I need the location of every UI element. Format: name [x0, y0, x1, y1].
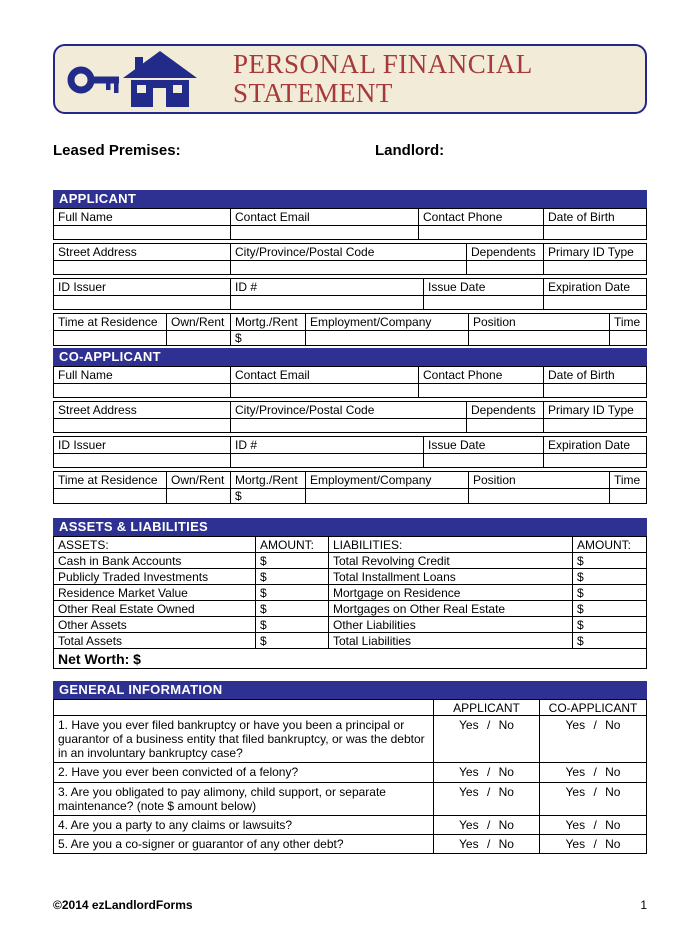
applicant-id-table [53, 278, 647, 310]
applicant-input-full-name[interactable] [54, 226, 231, 240]
co-applicant-table-row [54, 437, 647, 454]
co-applicant-yes-no[interactable]: Yes / No [540, 782, 647, 815]
question-text: 4. Are you a party to any claims or lawsuits? [54, 815, 434, 834]
co-applicant-label-own-rent: Own/Rent [167, 472, 231, 489]
table-row [54, 585, 647, 601]
applicant-label-time-at-residence: Time at Residence [54, 314, 167, 331]
co-applicant-input-full-name[interactable] [54, 384, 231, 398]
page-number: 1 [640, 898, 647, 912]
applicant-table-row [54, 296, 647, 310]
leased-premises-field [53, 142, 375, 160]
asset-amount-input[interactable]: $ [256, 633, 329, 649]
applicant-input-id-number[interactable] [231, 296, 424, 310]
assets-column-header: ASSETS: [54, 537, 256, 553]
applicant-input-date-of-birth[interactable] [544, 226, 647, 240]
co-applicant-input-street-address[interactable] [54, 419, 231, 433]
co-applicant-input-id-number[interactable] [231, 454, 424, 468]
co-applicant-label-primary-id-type: Primary ID Type [544, 402, 647, 419]
applicant-table-row [54, 314, 647, 331]
co-applicant-yes-no[interactable]: Yes / No [540, 763, 647, 782]
co-applicant-label-mortg-rent: Mortg./Rent [231, 472, 306, 489]
applicant-table-row [54, 226, 647, 240]
co-applicant-input-primary-id-type[interactable] [544, 419, 647, 433]
table-header-row [54, 700, 647, 716]
liability-amount-input[interactable]: $ [573, 569, 647, 585]
co-applicant-yes-no[interactable]: Yes / No [540, 716, 647, 763]
table-row [54, 633, 647, 649]
question-text: 3. Are you obligated to pay alimony, child support, or separate maintenance? (note $ amount below) [54, 782, 434, 815]
co-applicant-input-own-rent[interactable] [167, 489, 231, 504]
key-icon [67, 57, 123, 101]
co-applicant-input-issue-date[interactable] [424, 454, 544, 468]
applicant-table-row [54, 331, 647, 346]
co-applicant-table-row [54, 384, 647, 398]
co-applicant-label-position: Position [469, 472, 610, 489]
applicant-table-row [54, 279, 647, 296]
table-row [54, 553, 647, 569]
co-applicant-table-row [54, 454, 647, 468]
liability-amount-input[interactable]: $ [573, 617, 647, 633]
applicant-label-city-province-postal: City/Province/Postal Code [231, 244, 467, 261]
co-applicant-table-row [54, 419, 647, 433]
net-worth-input[interactable]: Net Worth: $ [54, 649, 647, 669]
applicant-input-employment-company[interactable] [306, 331, 469, 346]
co-applicant-label-expiration-date: Expiration Date [544, 437, 647, 454]
co-applicant-table-row [54, 489, 647, 504]
co-applicant-input-expiration-date[interactable] [544, 454, 647, 468]
asset-amount-input[interactable]: $ [256, 601, 329, 617]
co-applicant-label-contact-phone: Contact Phone [419, 367, 544, 384]
net-worth-row [54, 649, 647, 669]
liability-label: Mortgages on Other Real Estate [329, 601, 573, 617]
co-applicant-table-row [54, 472, 647, 489]
co-applicant-input-contact-phone[interactable] [419, 384, 544, 398]
applicant-label-full-name: Full Name [54, 209, 231, 226]
applicant-label-expiration-date: Expiration Date [544, 279, 647, 296]
asset-amount-input[interactable]: $ [256, 569, 329, 585]
asset-label: Other Assets [54, 617, 256, 633]
applicant-label-time: Time [610, 314, 647, 331]
liability-amount-input[interactable]: $ [573, 585, 647, 601]
general-information-table [53, 699, 647, 854]
amount-left-column-header: AMOUNT: [256, 537, 329, 553]
amount-right-column-header: AMOUNT: [573, 537, 647, 553]
applicant-input-id-issuer[interactable] [54, 296, 231, 310]
co-applicant-label-id-number: ID # [231, 437, 424, 454]
applicant-label-dependents: Dependents [467, 244, 544, 261]
copyright-text: ©2014 ezLandlordForms [53, 898, 193, 912]
applicant-input-issue-date[interactable] [424, 296, 544, 310]
liability-label: Mortgage on Residence [329, 585, 573, 601]
co-applicant-label-dependents: Dependents [467, 402, 544, 419]
liability-amount-input[interactable]: $ [573, 601, 647, 617]
co-applicant-label-employment-company: Employment/Company [306, 472, 469, 489]
question-row [54, 835, 647, 854]
asset-amount-input[interactable]: $ [256, 553, 329, 569]
house-icon [123, 51, 197, 107]
applicant-table-row [54, 209, 647, 226]
applicant-yes-no[interactable]: Yes / No [434, 835, 540, 854]
co-applicant-input-date-of-birth[interactable] [544, 384, 647, 398]
table-row [54, 617, 647, 633]
co-applicant-residence-employment-table [53, 471, 647, 504]
general-information-header: GENERAL INFORMATION [53, 681, 647, 699]
co-applicant-label-city-province-postal: City/Province/Postal Code [231, 402, 467, 419]
applicant-label-primary-id-type: Primary ID Type [544, 244, 647, 261]
asset-amount-input[interactable]: $ [256, 617, 329, 633]
question-row [54, 782, 647, 815]
co-applicant-input-city-province-postal[interactable] [231, 419, 467, 433]
applicant-residence-employment-table [53, 313, 647, 346]
form-title-line2: STATEMENT [233, 78, 393, 108]
co-applicant-label-time-at-residence: Time at Residence [54, 472, 167, 489]
co-applicant-input-dependents[interactable] [467, 419, 544, 433]
liability-amount-input[interactable]: $ [573, 633, 647, 649]
leased-premises-label: Leased Premises: [53, 142, 181, 159]
co-applicant-label-id-issuer: ID Issuer [54, 437, 231, 454]
assets-liabilities-section [53, 518, 647, 669]
form-header-banner [53, 44, 647, 114]
form-title-line1: PERSONAL FINANCIAL [233, 48, 533, 79]
assets-liabilities-header: ASSETS & LIABILITIES [53, 518, 647, 536]
co-applicant-table-row [54, 402, 647, 419]
co-applicant-input-position[interactable] [469, 489, 610, 504]
applicant-label-own-rent: Own/Rent [167, 314, 231, 331]
applicant-address-table [53, 243, 647, 275]
co-applicant-section-header: CO-APPLICANT [53, 348, 647, 366]
applicant-column-header: APPLICANT [434, 700, 540, 716]
liability-label: Total Revolving Credit [329, 553, 573, 569]
applicant-input-time[interactable] [610, 331, 647, 346]
co-applicant-input-contact-email[interactable] [231, 384, 419, 398]
landlord-field [375, 142, 647, 160]
liability-label: Total Installment Loans [329, 569, 573, 585]
top-fields [53, 142, 647, 160]
applicant-yes-no[interactable]: Yes / No [434, 763, 540, 782]
applicant-label-contact-email: Contact Email [231, 209, 419, 226]
applicant-identity-table [53, 208, 647, 240]
logo [67, 51, 197, 107]
landlord-label: Landlord: [375, 142, 445, 159]
asset-label: Residence Market Value [54, 585, 256, 601]
asset-amount-input[interactable]: $ [256, 585, 329, 601]
question-text: 1. Have you ever filed bankruptcy or have you been a principal or guarantor of a business entity that filed bankruptcy, or was the debtor in an involuntary bankruptcy case? [54, 716, 434, 763]
liability-amount-input[interactable]: $ [573, 553, 647, 569]
applicant-input-city-province-postal[interactable] [231, 261, 467, 275]
applicant-label-id-issuer: ID Issuer [54, 279, 231, 296]
applicant-input-primary-id-type[interactable] [544, 261, 647, 275]
co-applicant-label-date-of-birth: Date of Birth [544, 367, 647, 384]
co-applicant-input-mortg-rent-amount[interactable]: $ [231, 489, 306, 504]
asset-label: Publicly Traded Investments [54, 569, 256, 585]
question-text: 2. Have you ever been convicted of a felony? [54, 763, 434, 782]
co-applicant-yes-no[interactable]: Yes / No [540, 835, 647, 854]
applicant-input-own-rent[interactable] [167, 331, 231, 346]
applicant-label-position: Position [469, 314, 610, 331]
co-applicant-label-full-name: Full Name [54, 367, 231, 384]
table-row [54, 601, 647, 617]
asset-label: Other Real Estate Owned [54, 601, 256, 617]
table-row [54, 569, 647, 585]
co-applicant-section [53, 348, 647, 504]
table-header-row [54, 537, 647, 553]
applicant-label-date-of-birth: Date of Birth [544, 209, 647, 226]
applicant-label-issue-date: Issue Date [424, 279, 544, 296]
applicant-section [53, 190, 647, 346]
applicant-input-street-address[interactable] [54, 261, 231, 275]
co-applicant-input-time-at-residence[interactable] [54, 489, 167, 504]
applicant-section-header: APPLICANT [53, 190, 647, 208]
question-row [54, 716, 647, 763]
applicant-label-mortg-rent: Mortg./Rent [231, 314, 306, 331]
page [0, 44, 700, 950]
applicant-input-dependents[interactable] [467, 261, 544, 275]
co-applicant-yes-no[interactable]: Yes / No [540, 815, 647, 834]
co-applicant-identity-table [53, 366, 647, 398]
form-title [233, 50, 533, 108]
applicant-input-contact-email[interactable] [231, 226, 419, 240]
co-applicant-input-time[interactable] [610, 489, 647, 504]
applicant-label-id-number: ID # [231, 279, 424, 296]
applicant-input-contact-phone[interactable] [419, 226, 544, 240]
applicant-yes-no[interactable]: Yes / No [434, 716, 540, 763]
co-applicant-id-table [53, 436, 647, 468]
applicant-label-employment-company: Employment/Company [306, 314, 469, 331]
applicant-yes-no[interactable]: Yes / No [434, 782, 540, 815]
applicant-label-contact-phone: Contact Phone [419, 209, 544, 226]
landlord-input[interactable] [444, 142, 647, 160]
question-row [54, 815, 647, 834]
applicant-input-position[interactable] [469, 331, 610, 346]
liability-label: Total Liabilities [329, 633, 573, 649]
general-information-section [53, 681, 647, 854]
co-applicant-label-street-address: Street Address [54, 402, 231, 419]
co-applicant-label-contact-email: Contact Email [231, 367, 419, 384]
footer [53, 898, 647, 912]
applicant-input-mortg-rent-amount[interactable]: $ [231, 331, 306, 346]
applicant-label-street-address: Street Address [54, 244, 231, 261]
question-text: 5. Are you a co-signer or guarantor of any other debt? [54, 835, 434, 854]
applicant-table-row [54, 261, 647, 275]
liability-label: Other Liabilities [329, 617, 573, 633]
co-applicant-label-issue-date: Issue Date [424, 437, 544, 454]
co-applicant-column-header: CO-APPLICANT [540, 700, 647, 716]
applicant-input-time-at-residence[interactable] [54, 331, 167, 346]
liabilities-column-header: LIABILITIES: [329, 537, 573, 553]
co-applicant-address-table [53, 401, 647, 433]
co-applicant-label-time: Time [610, 472, 647, 489]
applicant-table-row [54, 244, 647, 261]
co-applicant-input-id-issuer[interactable] [54, 454, 231, 468]
question-row [54, 763, 647, 782]
applicant-input-expiration-date[interactable] [544, 296, 647, 310]
asset-label: Cash in Bank Accounts [54, 553, 256, 569]
empty-header-cell [54, 700, 434, 716]
assets-liabilities-table [53, 536, 647, 669]
leased-premises-input[interactable] [181, 142, 375, 160]
co-applicant-input-employment-company[interactable] [306, 489, 469, 504]
applicant-yes-no[interactable]: Yes / No [434, 815, 540, 834]
asset-label: Total Assets [54, 633, 256, 649]
co-applicant-table-row [54, 367, 647, 384]
